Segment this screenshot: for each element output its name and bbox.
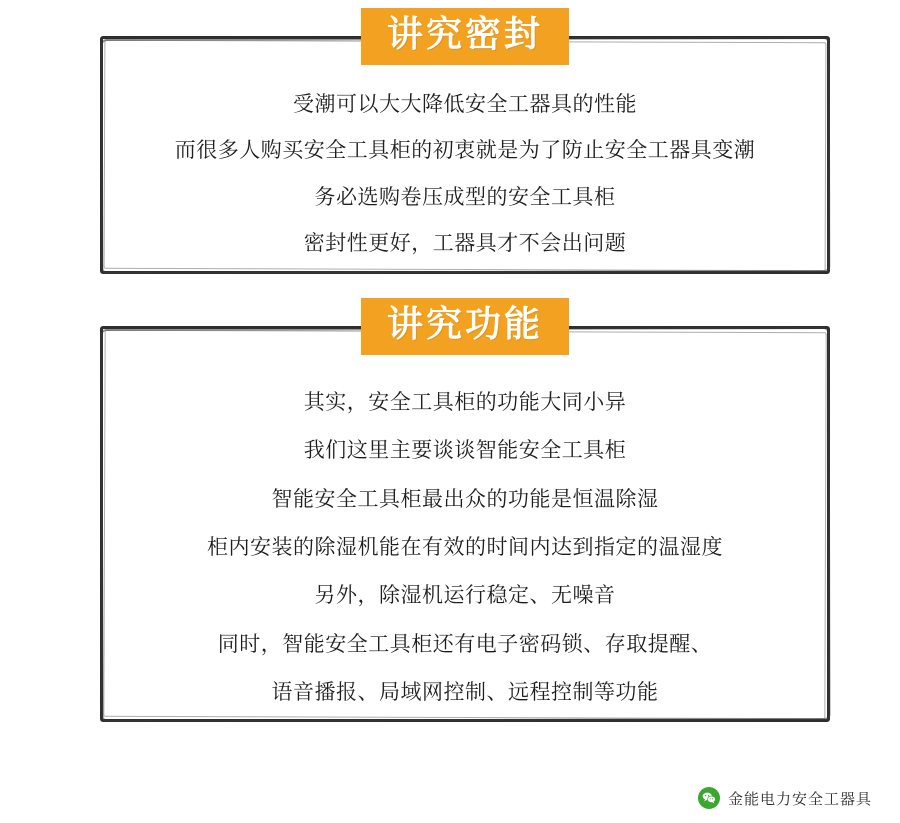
body-line: 同时，智能安全工具柜还有电子密码锁、存取提醒、 bbox=[217, 631, 713, 656]
section-heading: 讲究功能 bbox=[361, 298, 569, 355]
section-heading: 讲究密封 bbox=[361, 8, 569, 65]
body-line: 智能安全工具柜最出众的功能是恒温除湿 bbox=[271, 486, 659, 511]
body-line: 我们这里主要谈谈智能安全工具柜 bbox=[303, 438, 627, 463]
section-body bbox=[100, 36, 830, 257]
body-line: 语音播报、局域网控制、远程控制等功能 bbox=[271, 680, 659, 705]
body-line: 密封性更好，工器具才不会出问题 bbox=[303, 231, 627, 256]
body-line: 而很多人购买安全工具柜的初衷就是为了防止安全工器具变潮 bbox=[174, 138, 756, 163]
footer-account[interactable] bbox=[698, 787, 872, 809]
footer-account-name: 金能电力安全工器具 bbox=[727, 789, 872, 808]
section-sealing bbox=[100, 14, 830, 274]
wechat-icon bbox=[698, 787, 720, 809]
body-line: 柜内安装的除湿机能在有效的时间内达到指定的温湿度 bbox=[207, 535, 723, 560]
body-line: 另外，除湿机运行稳定、无噪音 bbox=[314, 583, 616, 608]
body-line: 其实，安全工具柜的功能大同小异 bbox=[303, 390, 627, 414]
section-function bbox=[100, 304, 830, 722]
body-line: 受潮可以大大降低安全工器具的性能 bbox=[293, 92, 637, 116]
page bbox=[0, 14, 900, 823]
body-line: 务必选购卷压成型的安全工具柜 bbox=[314, 184, 616, 209]
section-body bbox=[100, 326, 830, 706]
